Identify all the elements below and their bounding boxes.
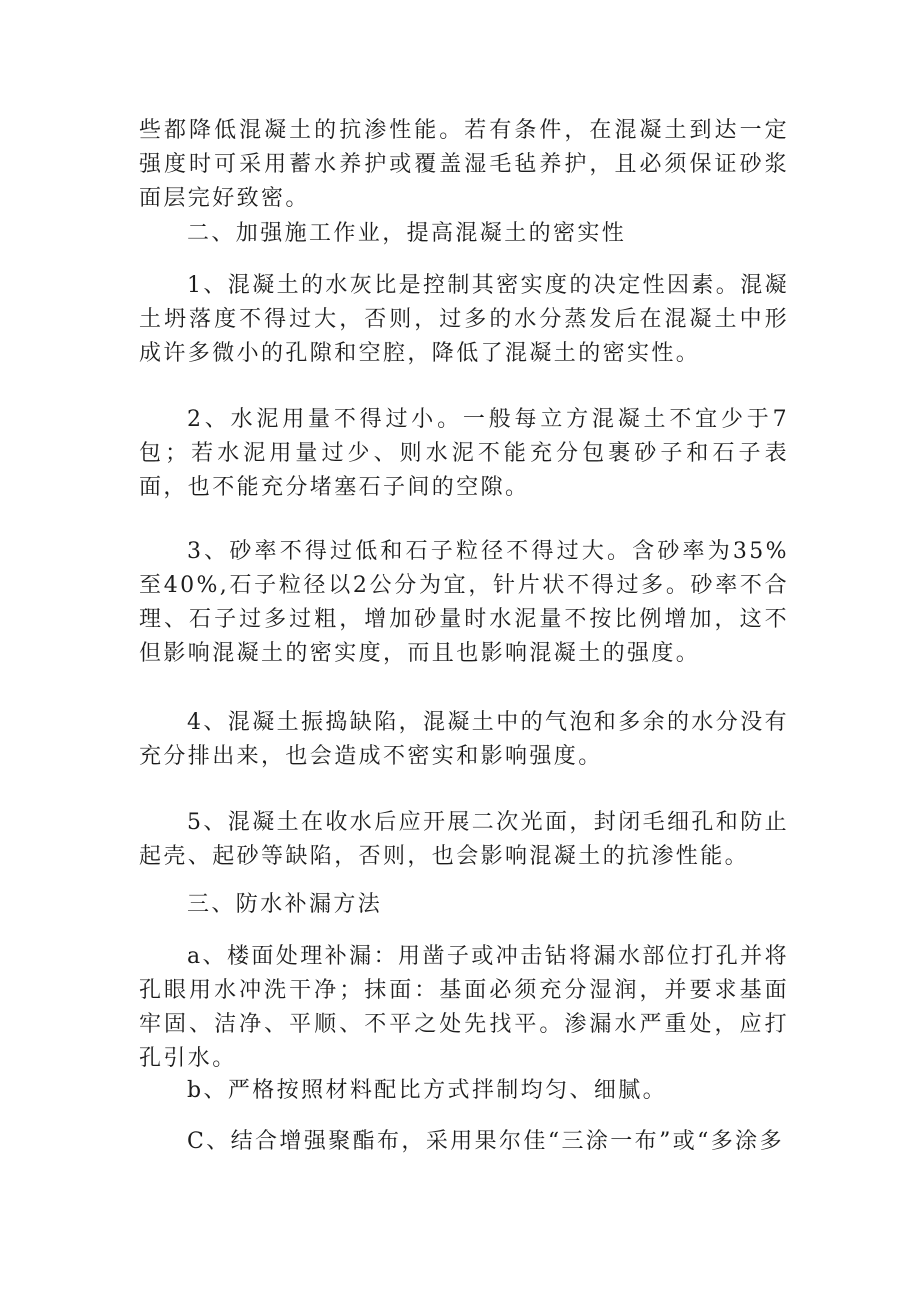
paragraph-item-2: [139, 403, 789, 505]
paragraph-text: 2、水泥用量不得过小。一般每立方混凝土不宜少于7包；若水泥用量过少、则水泥不能充分包裹砂子和石子表面，也不能充分堵塞石子间的空隙。: [139, 407, 789, 500]
paragraph-continuation: 些都降低混凝土的抗渗性能。若有条件，在混凝土到达一定强度时可采用蓄水养护或覆盖湿毛毡养护，且必须保证砂浆面层完好致密。: [139, 118, 789, 211]
paragraph-text: C、结合增强聚酯布，采用果尔佳“三涂一布”或“多涂多: [187, 1129, 784, 1154]
paragraph-text: 1、混凝土的水灰比是控制其密实度的决定性因素。混凝土坍落度不得过大，否则，过多的水分蒸发后在混凝土中形成许多微小的孔隙和空腔，降低了混凝土的密实性。: [139, 273, 789, 366]
page-body: [139, 114, 789, 216]
paragraph-item-a: [139, 940, 789, 1076]
paragraph-item-1: [139, 269, 789, 371]
heading-text: 二、加强施工作业，提高混凝土的密实性: [187, 221, 627, 246]
paragraph-item-4: [139, 706, 789, 774]
paragraph-text: 4、混凝土振捣缺陷，混凝土中的气泡和多余的水分没有充分排出来，也会造成不密实和影响强度。: [139, 710, 789, 769]
paragraph-item-5: [139, 806, 789, 874]
paragraph-item-c: [139, 1125, 789, 1159]
section-heading-3: [139, 888, 789, 922]
paragraph-text: a、楼面处理补漏：用凿子或冲击钻将漏水部位打孔并将孔眼用水冲洗干净；抹面：基面必须充分湿润，并要求基面牢固、洁净、平顺、不平之处先找平。渗漏水严重处，应打孔引水。: [139, 944, 789, 1071]
paragraph-item-b: [139, 1074, 789, 1108]
paragraph-text: b、严格按照材料配比方式拌制均匀、细腻。: [187, 1078, 668, 1103]
heading-text: 三、防水补漏方法: [187, 892, 383, 917]
paragraph-text: 5、混凝土在收水后应开展二次光面，封闭毛细孔和防止起壳、起砂等缺陷，否则，也会影响混凝土的抗渗性能。: [139, 810, 789, 869]
paragraph-item-3: [139, 535, 789, 671]
section-heading-2: [139, 217, 789, 251]
paragraph-text: 3、砂率不得过低和石子粒径不得过大。含砂率为35%至40%,石子粒径以2公分为宜，针片状不得过多。砂率不合理、石子过多过粗，增加砂量时水泥量不按比例增加，这不但影响混凝土的密实度，而且也影响混凝土的强度。: [139, 539, 789, 666]
